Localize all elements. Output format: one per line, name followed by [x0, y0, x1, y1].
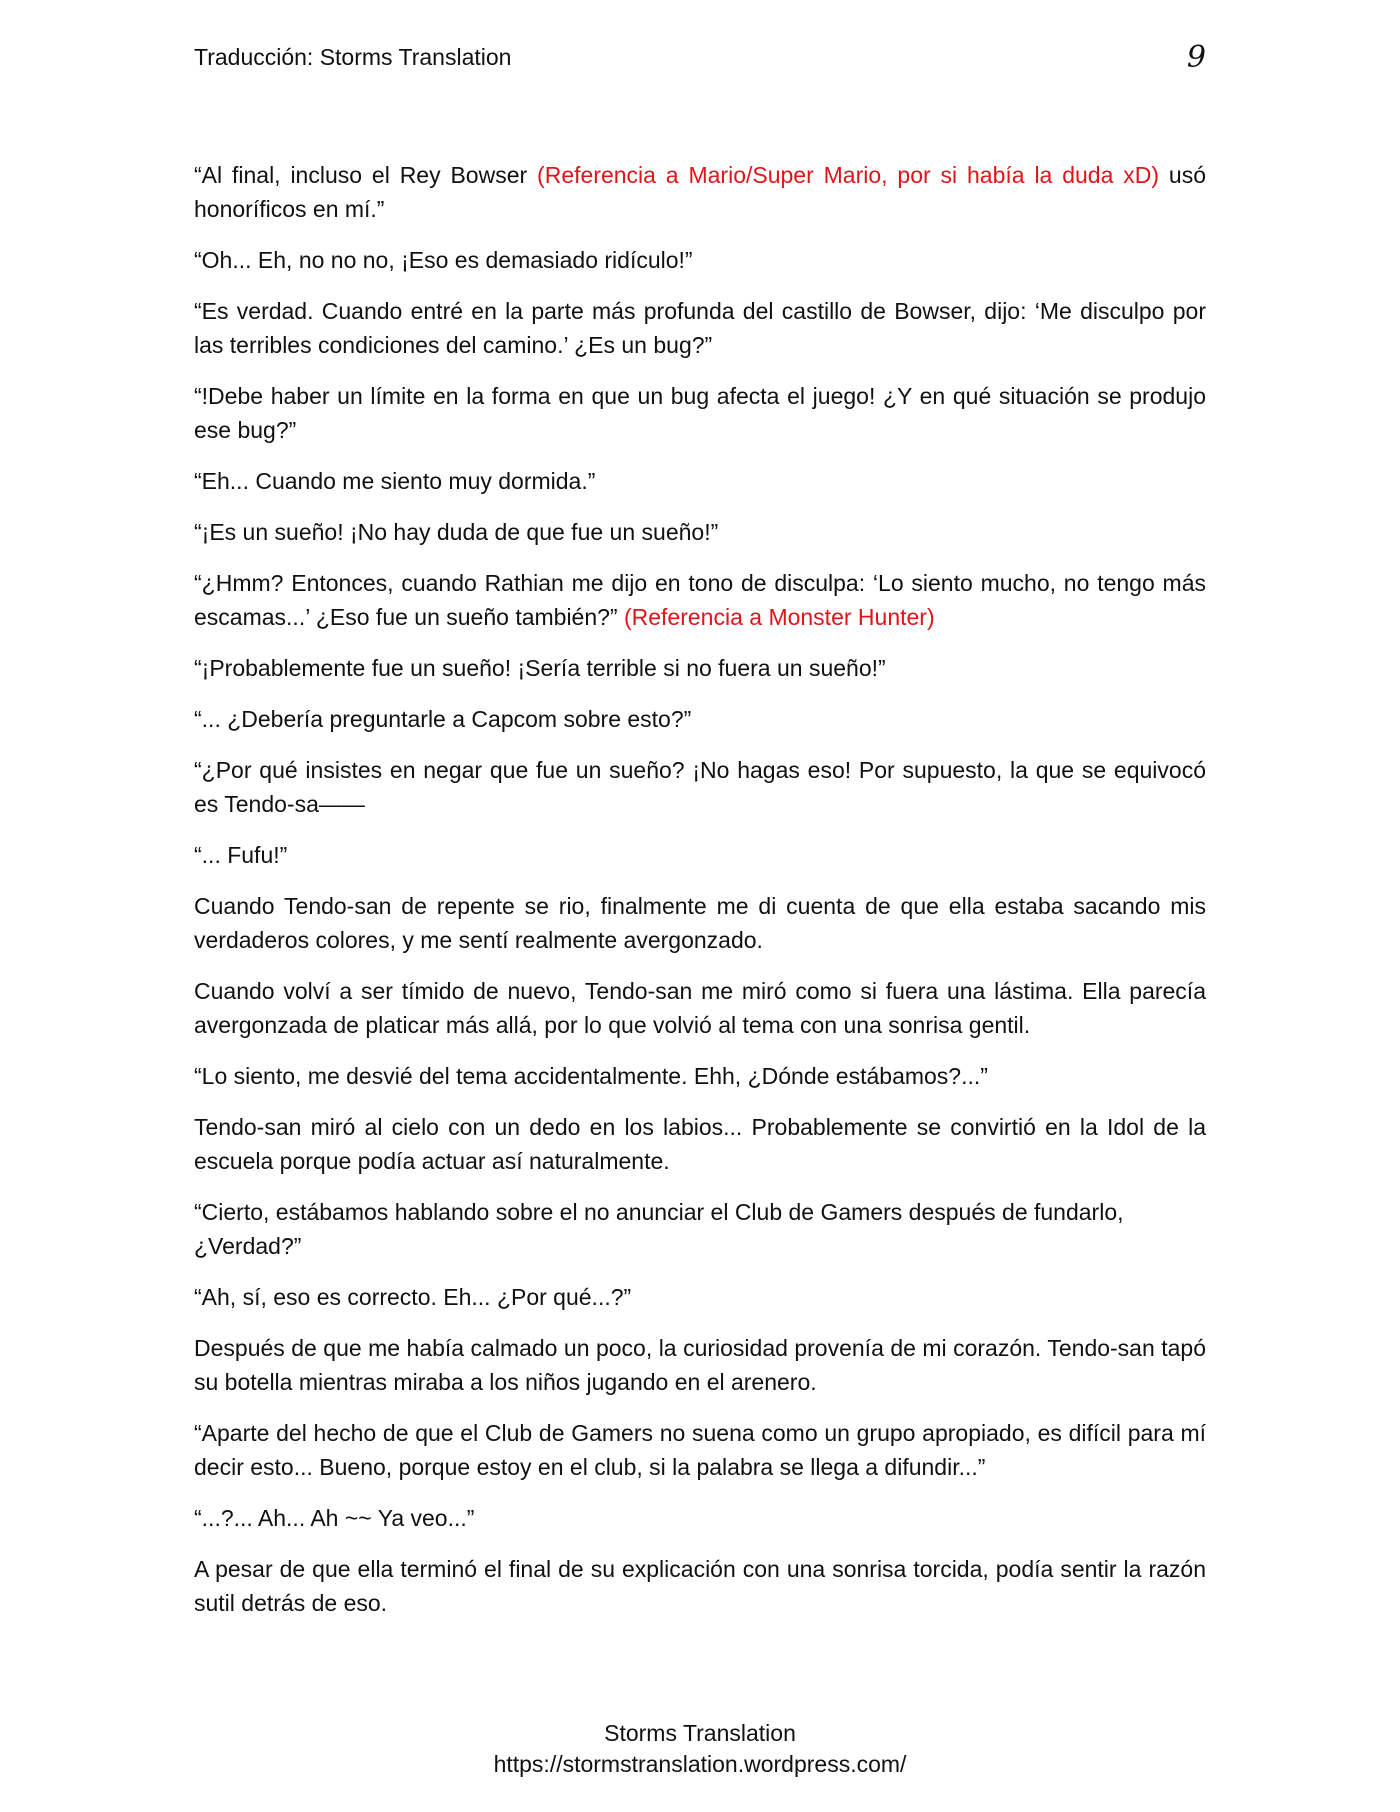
reference-note: (Referencia a Monster Hunter): [623, 604, 935, 630]
text-segment: “...?... Ah... Ah ~~ Ya veo...”: [194, 1505, 475, 1531]
paragraph: [194, 1552, 1206, 1620]
paragraph: [194, 1059, 1206, 1093]
text-segment: “Ah, sí, eso es correcto. Eh... ¿Por qué...?”: [194, 1284, 632, 1310]
text-segment: “Oh... Eh, no no no, ¡Eso es demasiado ridículo!”: [194, 247, 693, 273]
text-segment: “... Fufu!”: [194, 842, 288, 868]
text-segment: “Aparte del hecho de que el Club de Gamers no suena como un grupo apropiado, es difícil para mí decir esto... Bueno, porque estoy en el club, si la palabra se llega a difundir...”: [194, 1420, 1206, 1480]
reference-note: (Referencia a Mario/Super Mario, por si había la duda xD): [537, 162, 1160, 188]
text-segment: usó honoríficos en mí.”: [194, 162, 1206, 222]
paragraph: [194, 974, 1206, 1042]
page-number: 9: [1186, 40, 1206, 75]
paragraph: [194, 464, 1206, 498]
text-segment: “Cierto, estábamos hablando sobre el no anunciar el Club de Gamers después de fundarlo, ¿Verdad?”: [194, 1199, 1124, 1259]
paragraph: [194, 1501, 1206, 1535]
paragraph: [194, 379, 1206, 447]
paragraph: [194, 1280, 1206, 1314]
header-title: Traducción: Storms Translation: [194, 44, 512, 70]
text-segment: “... ¿Debería preguntarle a Capcom sobre esto?”: [194, 706, 692, 732]
paragraph: [194, 1110, 1206, 1178]
page-header: [194, 40, 1206, 76]
text-segment: “Eh... Cuando me siento muy dormida.”: [194, 468, 596, 494]
text-segment: Tendo-san miró al cielo con un dedo en los labios... Probablemente se convirtió en la Idol de la escuela porque podía actuar así naturalmente.: [194, 1114, 1206, 1174]
paragraph: [194, 753, 1206, 821]
paragraph: [194, 515, 1206, 549]
text-segment: A pesar de que ella terminó el final de su explicación con una sonrisa torcida, podía sentir la razón sutil detrás de eso.: [194, 1556, 1206, 1616]
document-body: [194, 158, 1206, 1637]
text-segment: Después de que me había calmado un poco, la curiosidad provenía de mi corazón. Tendo-san tapó su botella mientras miraba a los niños jugando en el arenero.: [194, 1335, 1206, 1395]
paragraph: [194, 702, 1206, 736]
text-segment: “¿Por qué insistes en negar que fue un sueño? ¡No hagas eso! Por supuesto, la que se equivocó es Tendo-sa——: [194, 757, 1206, 817]
text-segment: “Al final, incluso el Rey Bowser: [194, 162, 538, 188]
text-segment: “¿Hmm? Entonces, cuando Rathian me dijo en tono de disculpa: ‘Lo siento mucho, no tengo más escamas...’ ¿Eso fue un sueño también?”: [194, 570, 1206, 630]
text-segment: Cuando volví a ser tímido de nuevo, Tendo-san me miró como si fuera una lástima. Ella parecía avergonzada de platicar más allá, por lo que volvió al tema con una sonrisa gentil.: [194, 978, 1206, 1038]
paragraph: [194, 294, 1206, 362]
text-segment: “Es verdad. Cuando entré en la parte más profunda del castillo de Bowser, dijo: ‘Me disculpo por las terribles condiciones del camino.’ ¿Es un bug?”: [194, 298, 1206, 358]
paragraph: [194, 243, 1206, 277]
text-segment: Cuando Tendo-san de repente se rio, finalmente me di cuenta de que ella estaba sacando mis verdaderos colores, y me sentí realmente avergonzado.: [194, 893, 1206, 953]
paragraph: [194, 566, 1206, 634]
text-segment: “Lo siento, me desvié del tema accidentalmente. Ehh, ¿Dónde estábamos?...”: [194, 1063, 988, 1089]
paragraph: [194, 158, 1206, 226]
footer-url-link[interactable]: https://stormstranslation.wordpress.com/: [493, 1751, 907, 1777]
text-segment: “¡Probablemente fue un sueño! ¡Sería terrible si no fuera un sueño!”: [194, 655, 886, 681]
paragraph: [194, 889, 1206, 957]
paragraph: [194, 1416, 1206, 1484]
paragraph: [194, 838, 1206, 872]
paragraph: [194, 1331, 1206, 1399]
page-footer: [0, 1718, 1400, 1780]
text-segment: “!Debe haber un límite en la forma en que un bug afecta el juego! ¿Y en qué situación se produjo ese bug?”: [194, 383, 1206, 443]
paragraph: [194, 1195, 1206, 1263]
footer-site-name: Storms Translation: [604, 1720, 796, 1746]
paragraph: [194, 651, 1206, 685]
text-segment: “¡Es un sueño! ¡No hay duda de que fue un sueño!”: [194, 519, 719, 545]
